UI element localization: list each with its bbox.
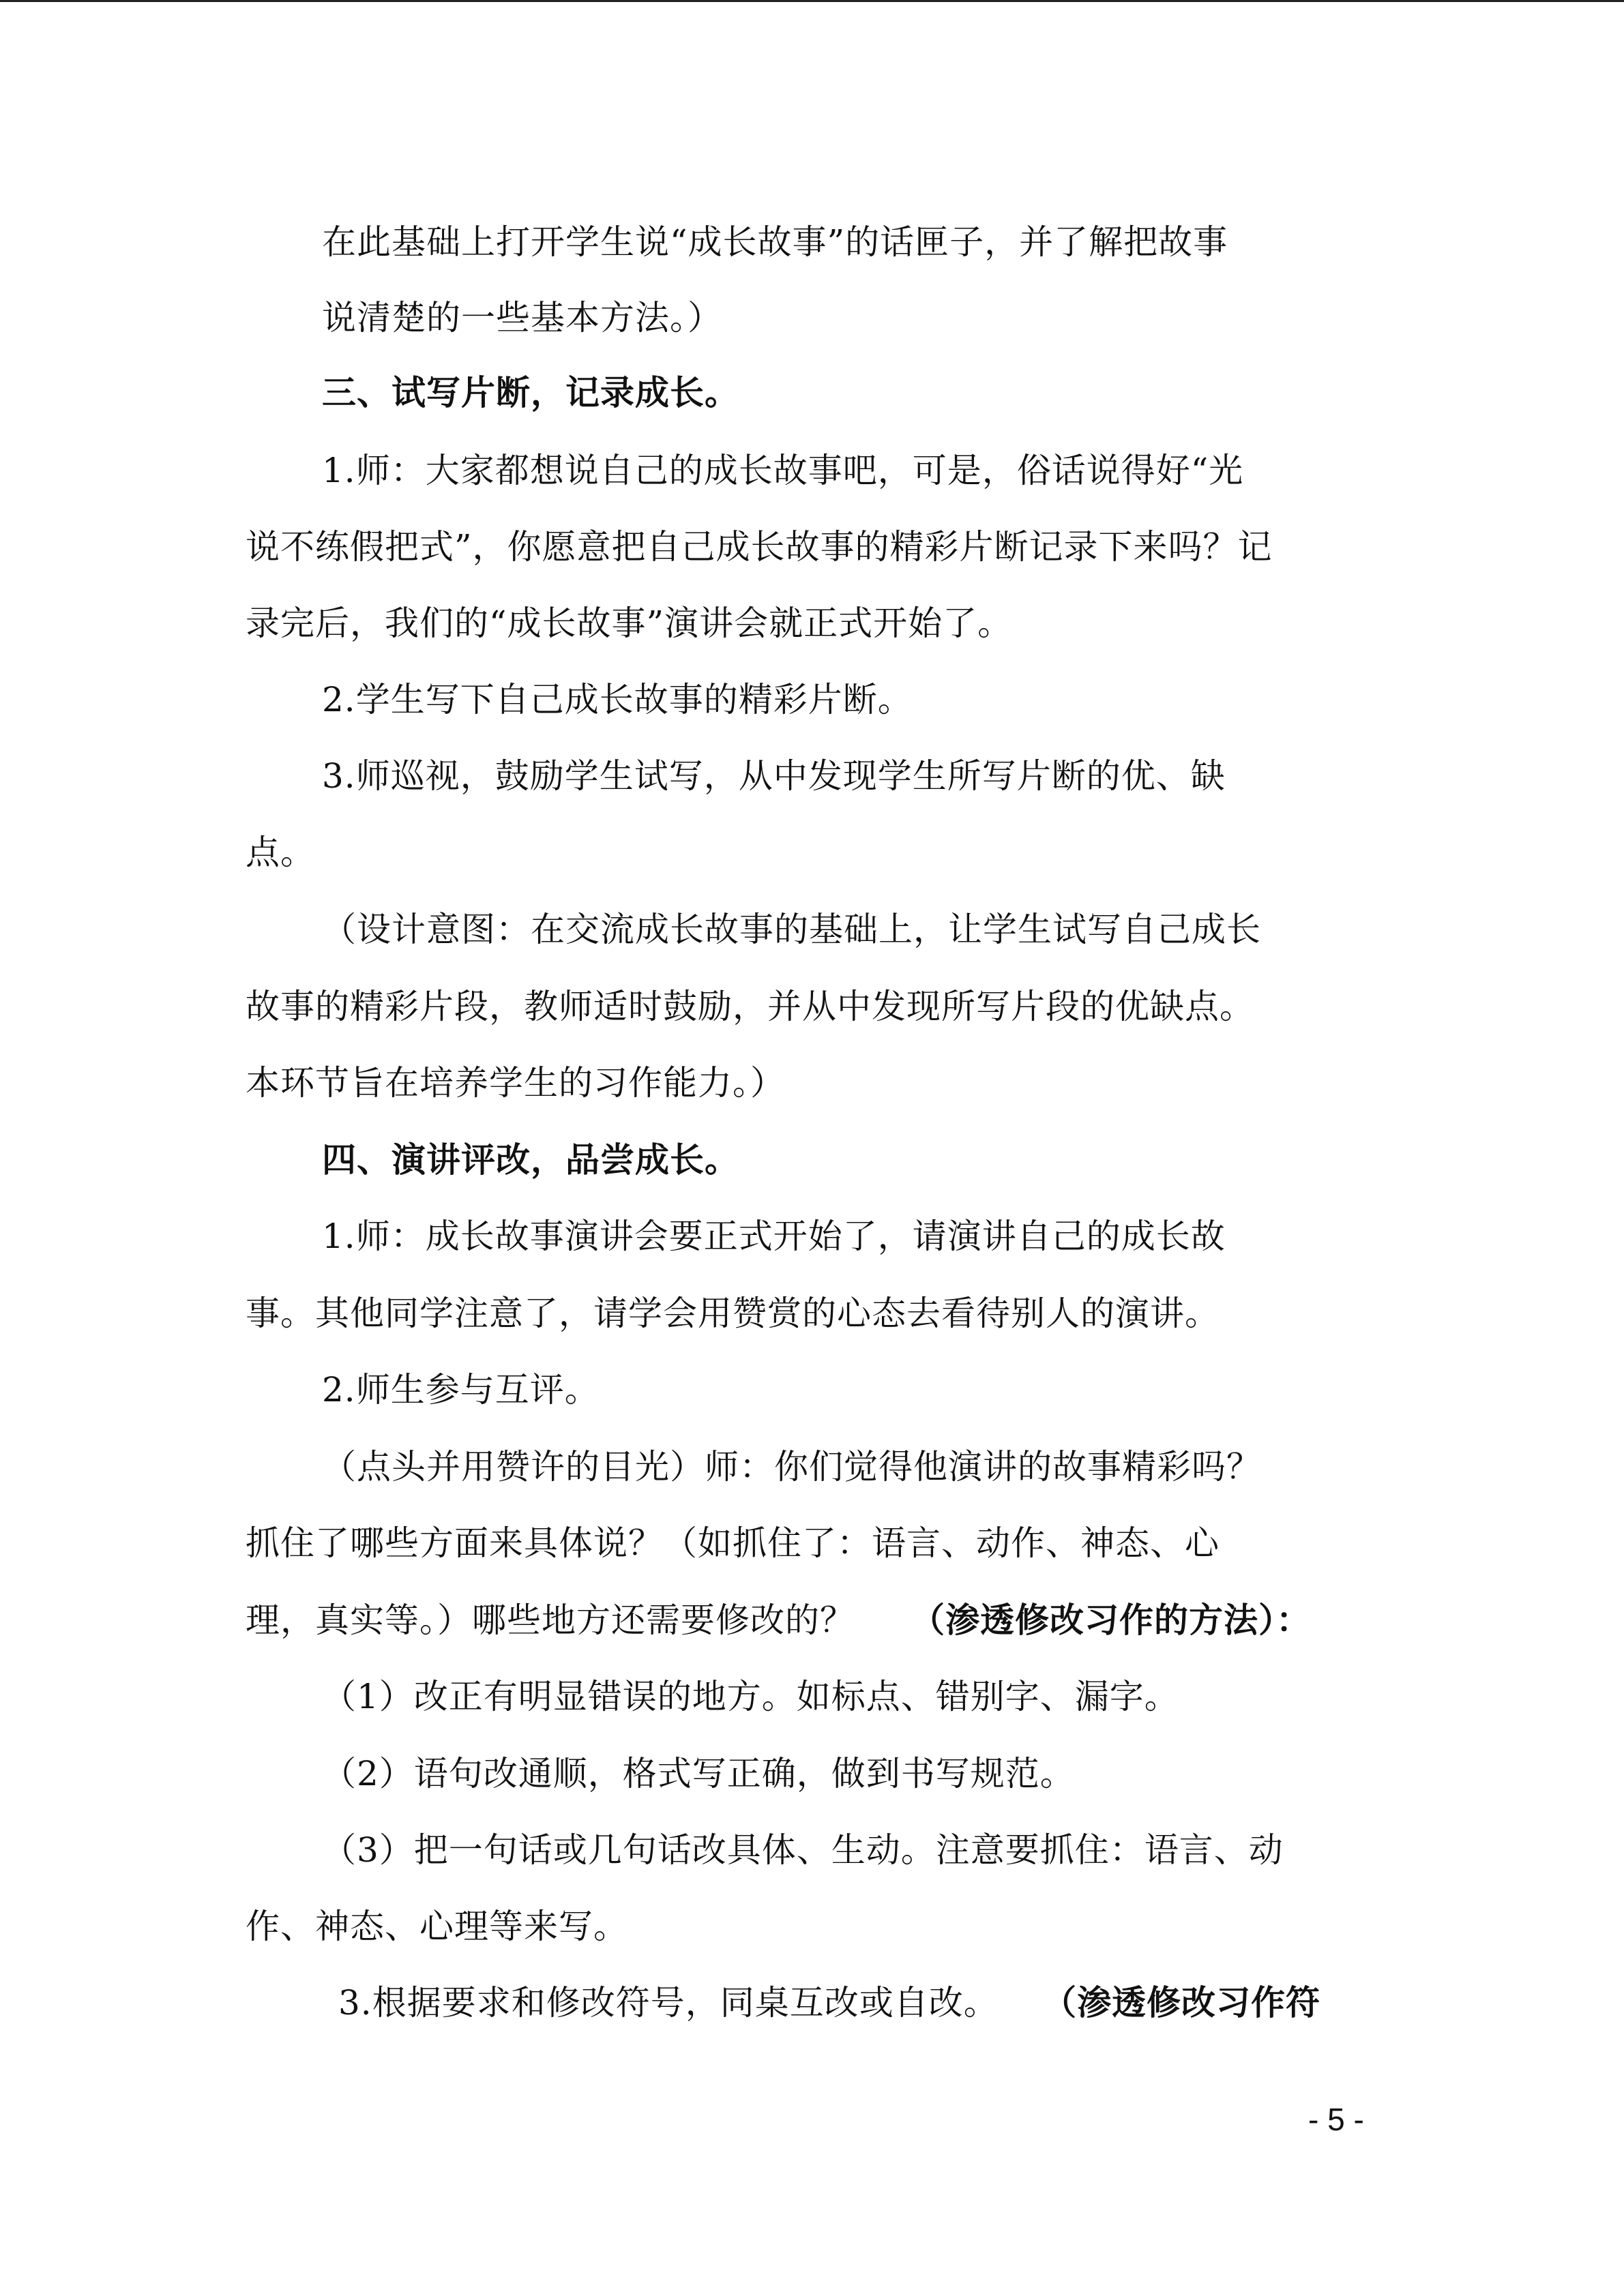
bold-inline-note: （渗透修改习作的方法）：	[911, 1600, 1311, 1640]
bold-inline-note: （渗透修改习作符	[1042, 1982, 1320, 2023]
paragraph-line: （1）改正有明显错误的地方。如标点、错别字、漏字。	[322, 1677, 1179, 1716]
paragraph-line: 点。	[246, 833, 315, 872]
paragraph-line: 事。其他同学注意了，请学会用赞赏的心态去看待别人的演讲。	[246, 1294, 1220, 1333]
section-heading: 四、演讲评改，品尝成长。	[322, 1139, 739, 1180]
paragraph-line: 本环节旨在培养学生的习作能力。）	[246, 1063, 785, 1103]
paragraph-line: （点头并用赞许的目光）师：你们觉得他演讲的故事精彩吗？	[322, 1447, 1261, 1487]
paragraph-line: 理，真实等。）哪些地方还需要修改的？	[246, 1600, 855, 1640]
paragraph-line: 2.师生参与互评。	[322, 1370, 600, 1410]
paragraph-line: 说不练假把式”，你愿意把自己成长故事的精彩片断记录下来吗？记	[246, 527, 1273, 567]
paragraph-line: 抓住了哪些方面来具体说？（如抓住了：语言、动作、神态、心	[246, 1523, 1220, 1563]
paragraph-line: （3）把一句话或几句话改具体、生动。注意要抓住：语言、动	[322, 1830, 1284, 1870]
paragraph-line: （2）语句改通顺，格式写正确，做到书写规范。	[322, 1754, 1075, 1793]
paragraph-line: （设计意图：在交流成长故事的基础上，让学生试写自己成长	[322, 910, 1261, 949]
paragraph-line: 3.根据要求和修改符号，同桌互改或自改。	[338, 1983, 999, 2023]
paragraph-line: 3.师巡视，鼓励学生试写，从中发现学生所写片断的优、缺	[322, 756, 1226, 796]
paragraph-line: 故事的精彩片段，教师适时鼓励，并从中发现所写片段的优缺点。	[246, 987, 1254, 1026]
paragraph-line: 作、神态、心理等来写。	[246, 1907, 628, 1946]
top-border-line	[0, 0, 1624, 2]
paragraph-line: 1.师：成长故事演讲会要正式开始了，请演讲自己的成长故	[322, 1217, 1226, 1256]
page-number: - 5 -	[1308, 2102, 1364, 2137]
section-heading: 三、试写片断，记录成长。	[322, 372, 739, 413]
paragraph-line: 2.学生写下自己成长故事的精彩片断。	[322, 680, 913, 719]
paragraph-line: 在此基础上打开学生说“成长故事”的话匣子，并了解把故事	[322, 222, 1228, 262]
paragraph-line: 录完后，我们的“成长故事”演讲会就正式开始了。	[246, 603, 1013, 643]
paragraph-line: 说清楚的一些基本方法。）	[322, 298, 722, 338]
paragraph-line: 1.师：大家都想说自己的成长故事吧，可是，俗话说得好“光	[322, 451, 1244, 490]
